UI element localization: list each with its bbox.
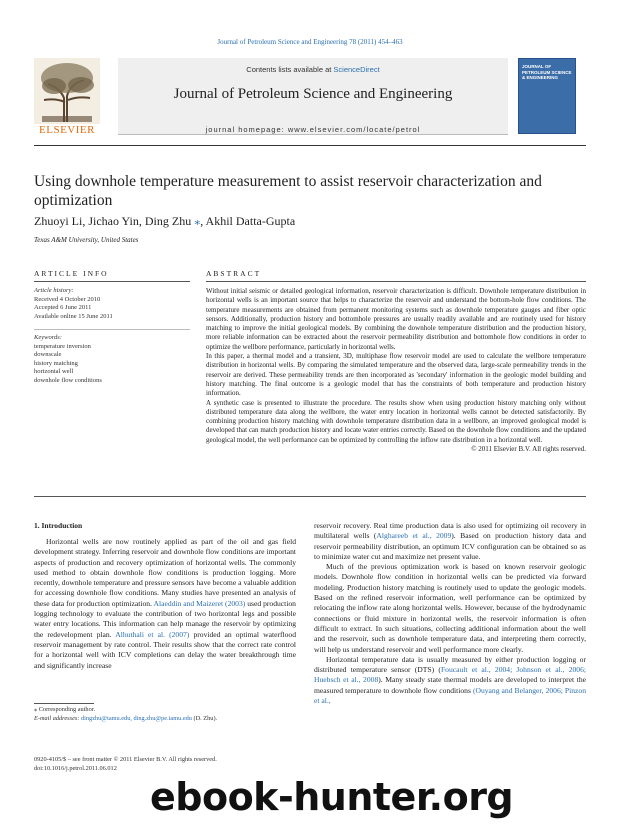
reference-link[interactable]: Alhuthali et al. (2007) — [115, 629, 190, 639]
journal-homepage — [118, 125, 508, 134]
reference-link[interactable]: Alghareeb et al., 2009 — [376, 531, 452, 541]
abstract-rule — [206, 281, 586, 282]
body-paragraph — [34, 537, 296, 671]
reference-link[interactable]: Foucault et al., 2004; Johnson et al., 2006; Huebsch et al., 2008 — [314, 665, 587, 685]
article-history — [34, 287, 190, 321]
abstract-paragraph: In this paper, a thermal model and a transient, 3D, multiphase flow reservoir model are used to calculate the wellbore temperature distribution in horizontal wells. By comparing the simulated temperature and the observed data, large-scale permeability trends in the reservoir are derived. These permeability trends are then incorporated as 'secondary' information in the geologic model building and history matching. The final outcome is a geologic model that has the constraints of both temperature and production history information. — [206, 352, 586, 398]
contents-line — [118, 65, 508, 74]
copyright-notice: © 2011 Elsevier B.V. All rights reserved. — [471, 445, 586, 454]
text-run: used production logging technology to evaluate the contribution of two horizontal legs and possible water entry locations. This information can help manage the reservoir by optimizing the redevelopment plan. — [34, 598, 296, 639]
history-label: Article history: — [34, 287, 74, 294]
author-list — [34, 214, 295, 229]
abstract-paragraph: A synthetic case is presented to illustrate the procedure. The results show when using production history matching only without distributed temperature data along the wellbore, the water entry location in horizontal wells cannot be detected satisfactorily. By combining production history matching with downhole temperature distribution data in a wellbore, an improved geological model is developed that can match production history and locate water entries correctly. Based on the downhole flow conditions and the updated geological model, the well performance can be optimized by controlling the inflow rate distribution in a horizontal well. — [206, 398, 586, 444]
keyword-item: downscale — [34, 351, 62, 358]
email-label: E-mail addresses: — [34, 714, 81, 722]
accepted-date: Accepted 6 June 2011 — [34, 304, 92, 311]
footnote-rule — [34, 703, 94, 704]
article-info-heading: ARTICLE INFO — [34, 269, 109, 278]
abstract-heading: ABSTRACT — [206, 269, 262, 278]
reference-link[interactable]: (Ouyang and Belanger, 2006; Pinzon et al., — [314, 685, 586, 706]
article-info-rule — [34, 281, 190, 282]
text-run: ). Many steady state thermal models are developed to interpret the measured temperature to downhole flow conditions — [314, 675, 586, 695]
footnote — [34, 706, 294, 723]
journal-citation[interactable]: Journal of Petroleum Science and Engineering 78 (2011) 454–463 — [217, 38, 403, 46]
issn-line: 0920-4105/$ – see front matter © 2011 Elsevier B.V. All rights reserved. — [34, 756, 217, 763]
authors-main: Zhuoyi Li, Jichao Yin, Ding Zhu — [34, 214, 192, 228]
issn-doi-block — [34, 756, 294, 773]
header-divider — [34, 145, 586, 146]
online-date: Available online 15 June 2011 — [34, 312, 113, 320]
abstract-paragraph: Without initial seismic or detailed geological information, reservoir characterization is difficult. Downhole temperature distribution in horizontal wells is an important source that helps to characterize the reservoir and understand the bottom-hole flow conditions. The temperature measurements are obtained from permanent monitoring systems such as downhole temperature gauges and fiber optic sensors. Additionally, production history and bottomhole pressures are usually readily available and are routinely used for history matching to improve the initial geological models. By combining the downhole temperature distribution and the production history, more reliable information can be extracted about the reservoir permeability distribution and bottomhole flow conditions in order to optimize the wellbore performance, particularly in horizontal wells. — [206, 287, 586, 351]
corresponding-author-note: ⁎ Corresponding author. — [34, 706, 96, 713]
watermark-text: ebook-hunter.org — [150, 775, 514, 819]
homepage-url-link[interactable]: www.elsevier.com/locate/petrol — [287, 125, 421, 134]
text-run: Horizontal wells are now routinely applied as part of the oil and gas field development strategy. Inferring reservoir and downhole flow conditions are important aspects of production and recovery optimization of horizontal wells. The commonly used method to obtain downhole flow conditions is production logging. More recently, downhole temperature and pressure sensors have become a valuable addition for accessing downhole flow conditions. Many studies have presented an analysis of these data for production optimization. — [34, 537, 296, 608]
right-column — [314, 521, 586, 706]
abstract-bottom-rule — [34, 496, 586, 497]
elsevier-tree-logo — [34, 58, 100, 134]
keywords-block — [34, 334, 190, 385]
email-line — [34, 715, 294, 724]
abstract-body — [206, 287, 586, 454]
keyword-item: history matching — [34, 359, 78, 367]
journal-title: Journal of Petroleum Science and Engineering — [173, 86, 453, 102]
received-date: Received 4 October 2010 — [34, 295, 101, 303]
homepage-prefix: journal homepage: — [205, 125, 288, 134]
text-run: Horizontal temperature data is usually measured by either production logging or distributed temperature sensor (DTS) ( — [314, 654, 586, 675]
corresponding-author-marker[interactable]: ⁎ — [194, 214, 201, 228]
text-run: reservoir recovery. Real time production data is also used for optimizing oil recovery in multilateral wells ( — [314, 521, 586, 541]
section-heading-introduction: 1. Introduction — [34, 521, 83, 530]
doi-line[interactable]: doi:10.1016/j.petrol.2011.06.012 — [34, 764, 117, 772]
sciencedirect-link[interactable]: ScienceDirect — [333, 65, 380, 74]
paper-title: Using downhole temperature measurement to assist reservoir characterization and optimization — [34, 173, 542, 209]
keyword-item: downhole flow conditions — [34, 376, 102, 384]
body-paragraph — [314, 655, 586, 706]
contents-prefix: Contents lists available at — [246, 65, 334, 74]
affiliation: Texas A&M University, United States — [34, 236, 139, 244]
keywords-rule — [34, 329, 190, 330]
body-paragraph — [314, 521, 586, 562]
journal-cover-title: JOURNAL OF PETROLEUM SCIENCE & ENGINEERING — [522, 64, 572, 80]
body-paragraph: Much of the previous optimization work is based on known reservoir geologic models. Downhole flow condition in horizontal wells can be predicted via forward modeling. Production history matching is routinely used to update the geologic models. Based on the refined reservoir information, well performance can be optimized by relocating the inflow rate along horizontal wells. However, because of the hydrodynamic connections or fluid mixture in horizontal wells, the reservoir information is often difficult to extract. In such situations, collecting additional information about the well and the reservoir, such as downhole temperature data, and interpreting them correctly, will help us understand reservoir and well performance more clearly. — [314, 562, 586, 654]
text-run: ). Based on production history data and reservoir permeability distribution, an optimum ICV configuration can be obtained so as to minimize water cut and maximize net present value. — [314, 531, 587, 561]
reference-link[interactable]: Alaeddin and Maizeret (2003) — [153, 598, 246, 608]
elsevier-logo-text: ELSEVIER — [39, 124, 95, 136]
keyword-item: horizontal well — [34, 368, 74, 375]
left-column — [34, 537, 296, 671]
text-run: provided an optimal waterflood reservoir management by rate control. Their results show that the correct rate control for a horizontal well with ICV completions can delay the water breakthrough time and significantly increase — [34, 629, 296, 670]
email-links[interactable]: dingzhu@tamu.edu, ding.zhu@pe.tamu.edu — [81, 714, 192, 722]
keywords-label: Keywords: — [34, 334, 62, 341]
email-suffix: (D. Zhu). — [191, 714, 218, 722]
keyword-item: temperature inversion — [34, 342, 91, 350]
authors-rest: , Akhil Datta-Gupta — [200, 214, 296, 228]
